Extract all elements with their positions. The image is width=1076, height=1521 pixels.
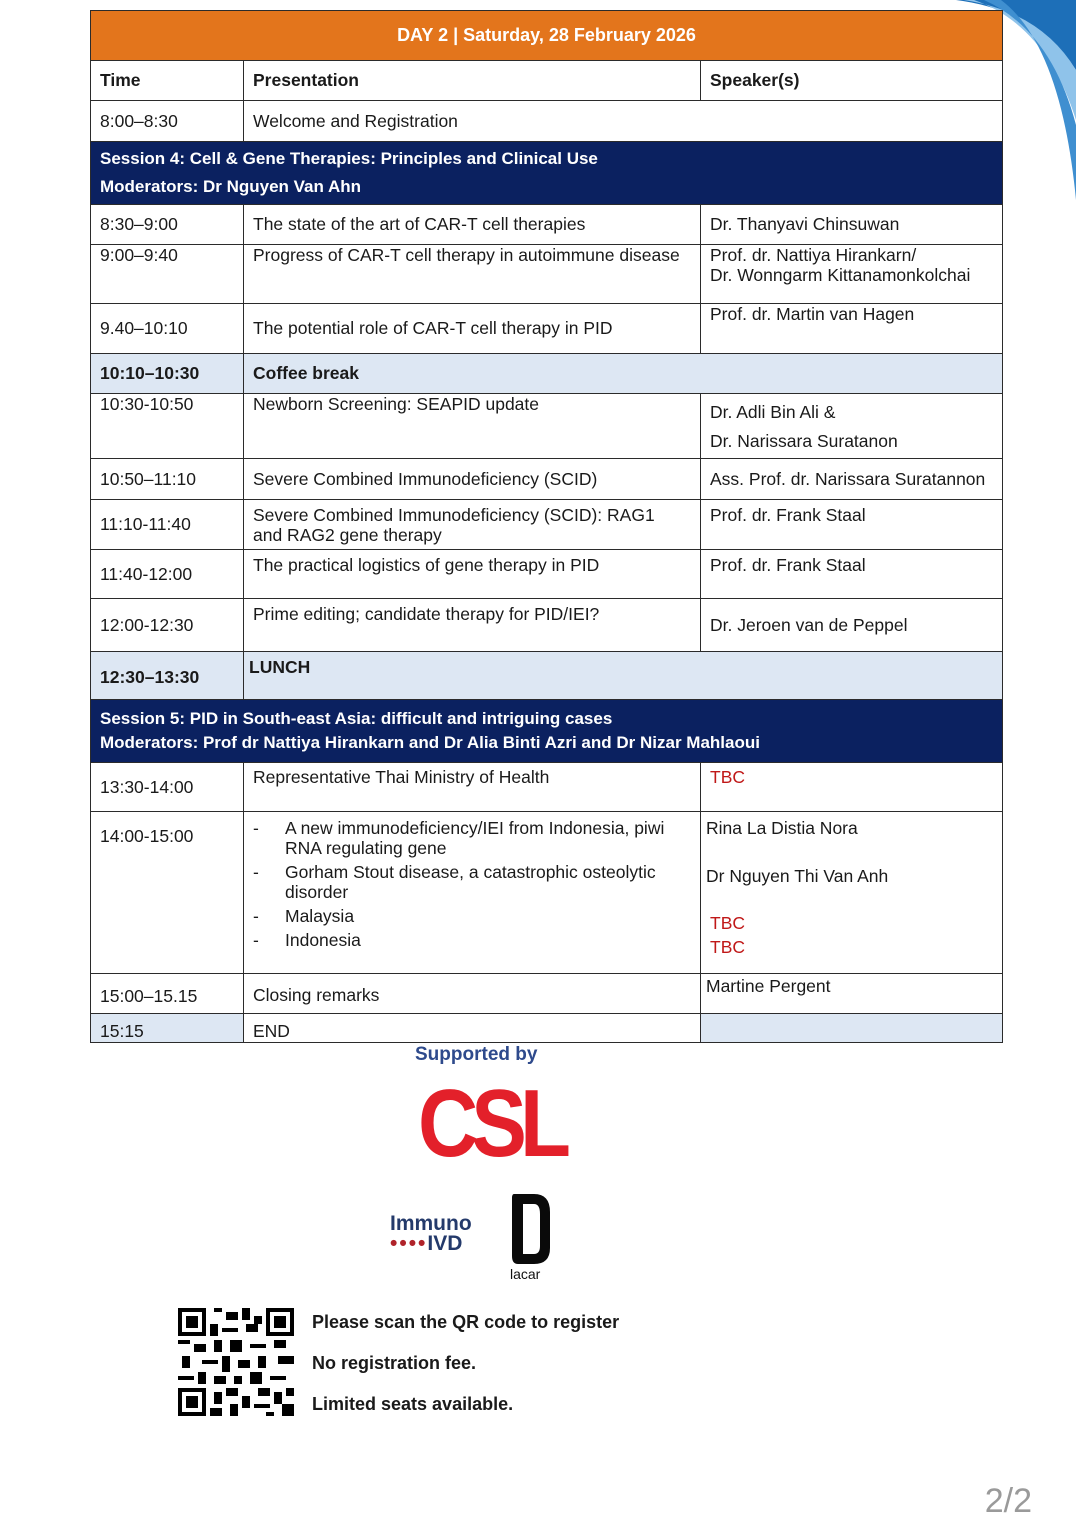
speaker-cell — [701, 394, 1003, 459]
bullet-dash: - — [253, 930, 259, 950]
speaker-cell: Prof. dr. Martin van Hagen — [701, 304, 1003, 354]
presentation-cell — [244, 500, 701, 550]
presentation-cell: Newborn Screening: SEAPID update — [244, 394, 701, 459]
schedule-row — [91, 812, 1003, 974]
coffee-break-row — [91, 354, 1003, 394]
day-title: DAY 2 | Saturday, 28 February 2026 — [91, 11, 1003, 61]
case-item — [253, 818, 691, 858]
time-cell: 10:10–10:30 — [91, 354, 244, 394]
presentation-line: Severe Combined Immunodeficiency (SCID): RAG1 — [253, 505, 655, 525]
session-title: Session 4: Cell & Gene Therapies: Principles and Clinical Use — [100, 149, 598, 168]
schedule-row — [91, 394, 1003, 459]
speaker-cell: Dr. Thanyavi Chinsuwan — [701, 205, 1003, 245]
speaker-name: Dr. Adli Bin Ali & — [710, 402, 836, 422]
speaker-cell — [701, 812, 1003, 974]
immuno-ivd-text: Immuno — [390, 1212, 472, 1235]
session-4-banner — [91, 142, 1003, 205]
qr-code-icon[interactable] — [178, 1308, 294, 1416]
schedule-table — [90, 10, 1003, 1043]
schedule-row — [91, 500, 1003, 550]
schedule-row — [91, 205, 1003, 245]
speaker-name: Dr. Wonngarm Kittanamonkolchai — [710, 265, 971, 285]
immuno-ivd-logo — [390, 1214, 472, 1254]
case-item — [253, 930, 691, 950]
registration-fee-note: No registration fee. — [312, 1353, 477, 1373]
time-cell: 8:00–8:30 — [91, 101, 244, 142]
end-row — [91, 1014, 1003, 1043]
case-text: RNA regulating gene — [285, 838, 447, 858]
lacar-logo-mark — [506, 1190, 556, 1266]
register-instruction: Please scan the QR code to register — [312, 1312, 620, 1332]
immuno-ivd-text: IVD — [427, 1232, 463, 1255]
csl-logo-text: CSL — [418, 1070, 569, 1177]
presentation-cell: Welcome and Registration — [244, 101, 1003, 142]
case-item — [253, 862, 691, 902]
schedule-row — [91, 245, 1003, 304]
case-text: disorder — [285, 882, 349, 902]
lunch-row — [91, 652, 1003, 700]
presentation-cell: Prime editing; candidate therapy for PID/IEI? — [244, 599, 701, 652]
time-cell: 8:30–9:00 — [91, 205, 244, 245]
col-header-time: Time — [91, 61, 244, 101]
time-cell: 9.40–10:10 — [91, 304, 244, 354]
time-cell: 12:00-12:30 — [91, 599, 244, 652]
speaker-cell: Prof. dr. Frank Staal — [701, 500, 1003, 550]
case-text: A new immunodeficiency/IEI from Indonesia, piwi — [285, 818, 665, 838]
bullet-dash: - — [253, 906, 259, 926]
bullet-dash: - — [253, 862, 259, 882]
speaker-cell: Martine Pergent — [701, 974, 1003, 1014]
schedule-row — [91, 599, 1003, 652]
speaker-name: Dr Nguyen Thi Van Anh — [706, 866, 889, 886]
supported-by-label: Supported by — [415, 1044, 538, 1065]
speaker-name: Rina La Distia Nora — [706, 818, 858, 838]
speaker-cell: Dr. Jeroen van de Peppel — [701, 599, 1003, 652]
time-cell: 14:00-15:00 — [91, 812, 244, 974]
page-number: 2/2 — [984, 1482, 1032, 1520]
presentation-cell: The practical logistics of gene therapy in PID — [244, 550, 701, 599]
time-cell: 10:50–11:10 — [91, 459, 244, 500]
time-cell: 15:00–15.15 — [91, 974, 244, 1014]
limited-seats-note: Limited seats available. — [312, 1394, 514, 1414]
presentation-cell: Representative Thai Ministry of Health — [244, 763, 701, 812]
presentation-cell: Progress of CAR-T cell therapy in autoimmune disease — [244, 245, 701, 304]
time-cell: 9:00–9:40 — [91, 245, 244, 304]
schedule-row — [91, 459, 1003, 500]
csl-logo — [418, 1070, 569, 1177]
schedule-row — [91, 101, 1003, 142]
case-list — [253, 818, 691, 950]
time-cell: 11:40-12:00 — [91, 550, 244, 599]
time-cell: 10:30-10:50 — [91, 394, 244, 459]
presentation-line: and RAG2 gene therapy — [253, 525, 442, 545]
schedule-row — [91, 304, 1003, 354]
speaker-name: Prof. dr. Nattiya Hirankarn/ — [710, 245, 917, 265]
speaker-cell: TBC — [701, 763, 1003, 812]
presentation-cell: LUNCH — [244, 652, 1003, 700]
speaker-name: Dr. Narissara Suratanon — [710, 431, 898, 451]
presentation-cell: Severe Combined Immunodeficiency (SCID) — [244, 459, 701, 500]
time-cell: 15:15 — [91, 1014, 244, 1043]
speaker-cell: Prof. dr. Frank Staal — [701, 550, 1003, 599]
time-cell: 11:10-11:40 — [91, 500, 244, 550]
schedule-row — [91, 763, 1003, 812]
registration-info — [312, 1310, 619, 1433]
speaker-cell — [701, 245, 1003, 304]
speaker-cell — [701, 1014, 1003, 1043]
bullet-dash: - — [253, 818, 259, 838]
lacar-wordmark: lacar — [510, 1266, 541, 1282]
session-moderators: Moderators: Prof dr Nattiya Hirankarn and Dr Alia Binti Azri and Dr Nizar Mahlaoui — [100, 733, 760, 752]
case-text: Gorham Stout disease, a catastrophic osteolytic — [285, 862, 656, 882]
speaker-name: TBC — [710, 913, 745, 933]
presentation-cell: Closing remarks — [244, 974, 701, 1014]
presentation-cell: The state of the art of CAR-T cell therapies — [244, 205, 701, 245]
case-text: Malaysia — [285, 906, 355, 926]
schedule-row — [91, 974, 1003, 1014]
speaker-name: TBC — [710, 937, 745, 957]
presentation-cell: The potential role of CAR-T cell therapy in PID — [244, 304, 701, 354]
case-text: Indonesia — [285, 930, 361, 950]
time-cell: 13:30-14:00 — [91, 763, 244, 812]
presentation-cell — [244, 812, 701, 974]
presentation-cell: END — [244, 1014, 701, 1043]
schedule-row — [91, 550, 1003, 599]
presentation-cell: Coffee break — [244, 354, 1003, 394]
session-moderators: Moderators: Dr Nguyen Van Ahn — [100, 177, 362, 196]
session-title: Session 5: PID in South-east Asia: difficult and intriguing cases — [100, 709, 613, 728]
speaker-cell: Ass. Prof. dr. Narissara Suratannon — [701, 459, 1003, 500]
col-header-speakers: Speaker(s) — [701, 61, 1003, 101]
col-header-presentation: Presentation — [244, 61, 701, 101]
time-cell: 12:30–13:30 — [91, 652, 244, 700]
case-item — [253, 906, 691, 926]
immuno-ivd-dots: •••• — [390, 1232, 428, 1255]
session-5-banner — [91, 700, 1003, 763]
